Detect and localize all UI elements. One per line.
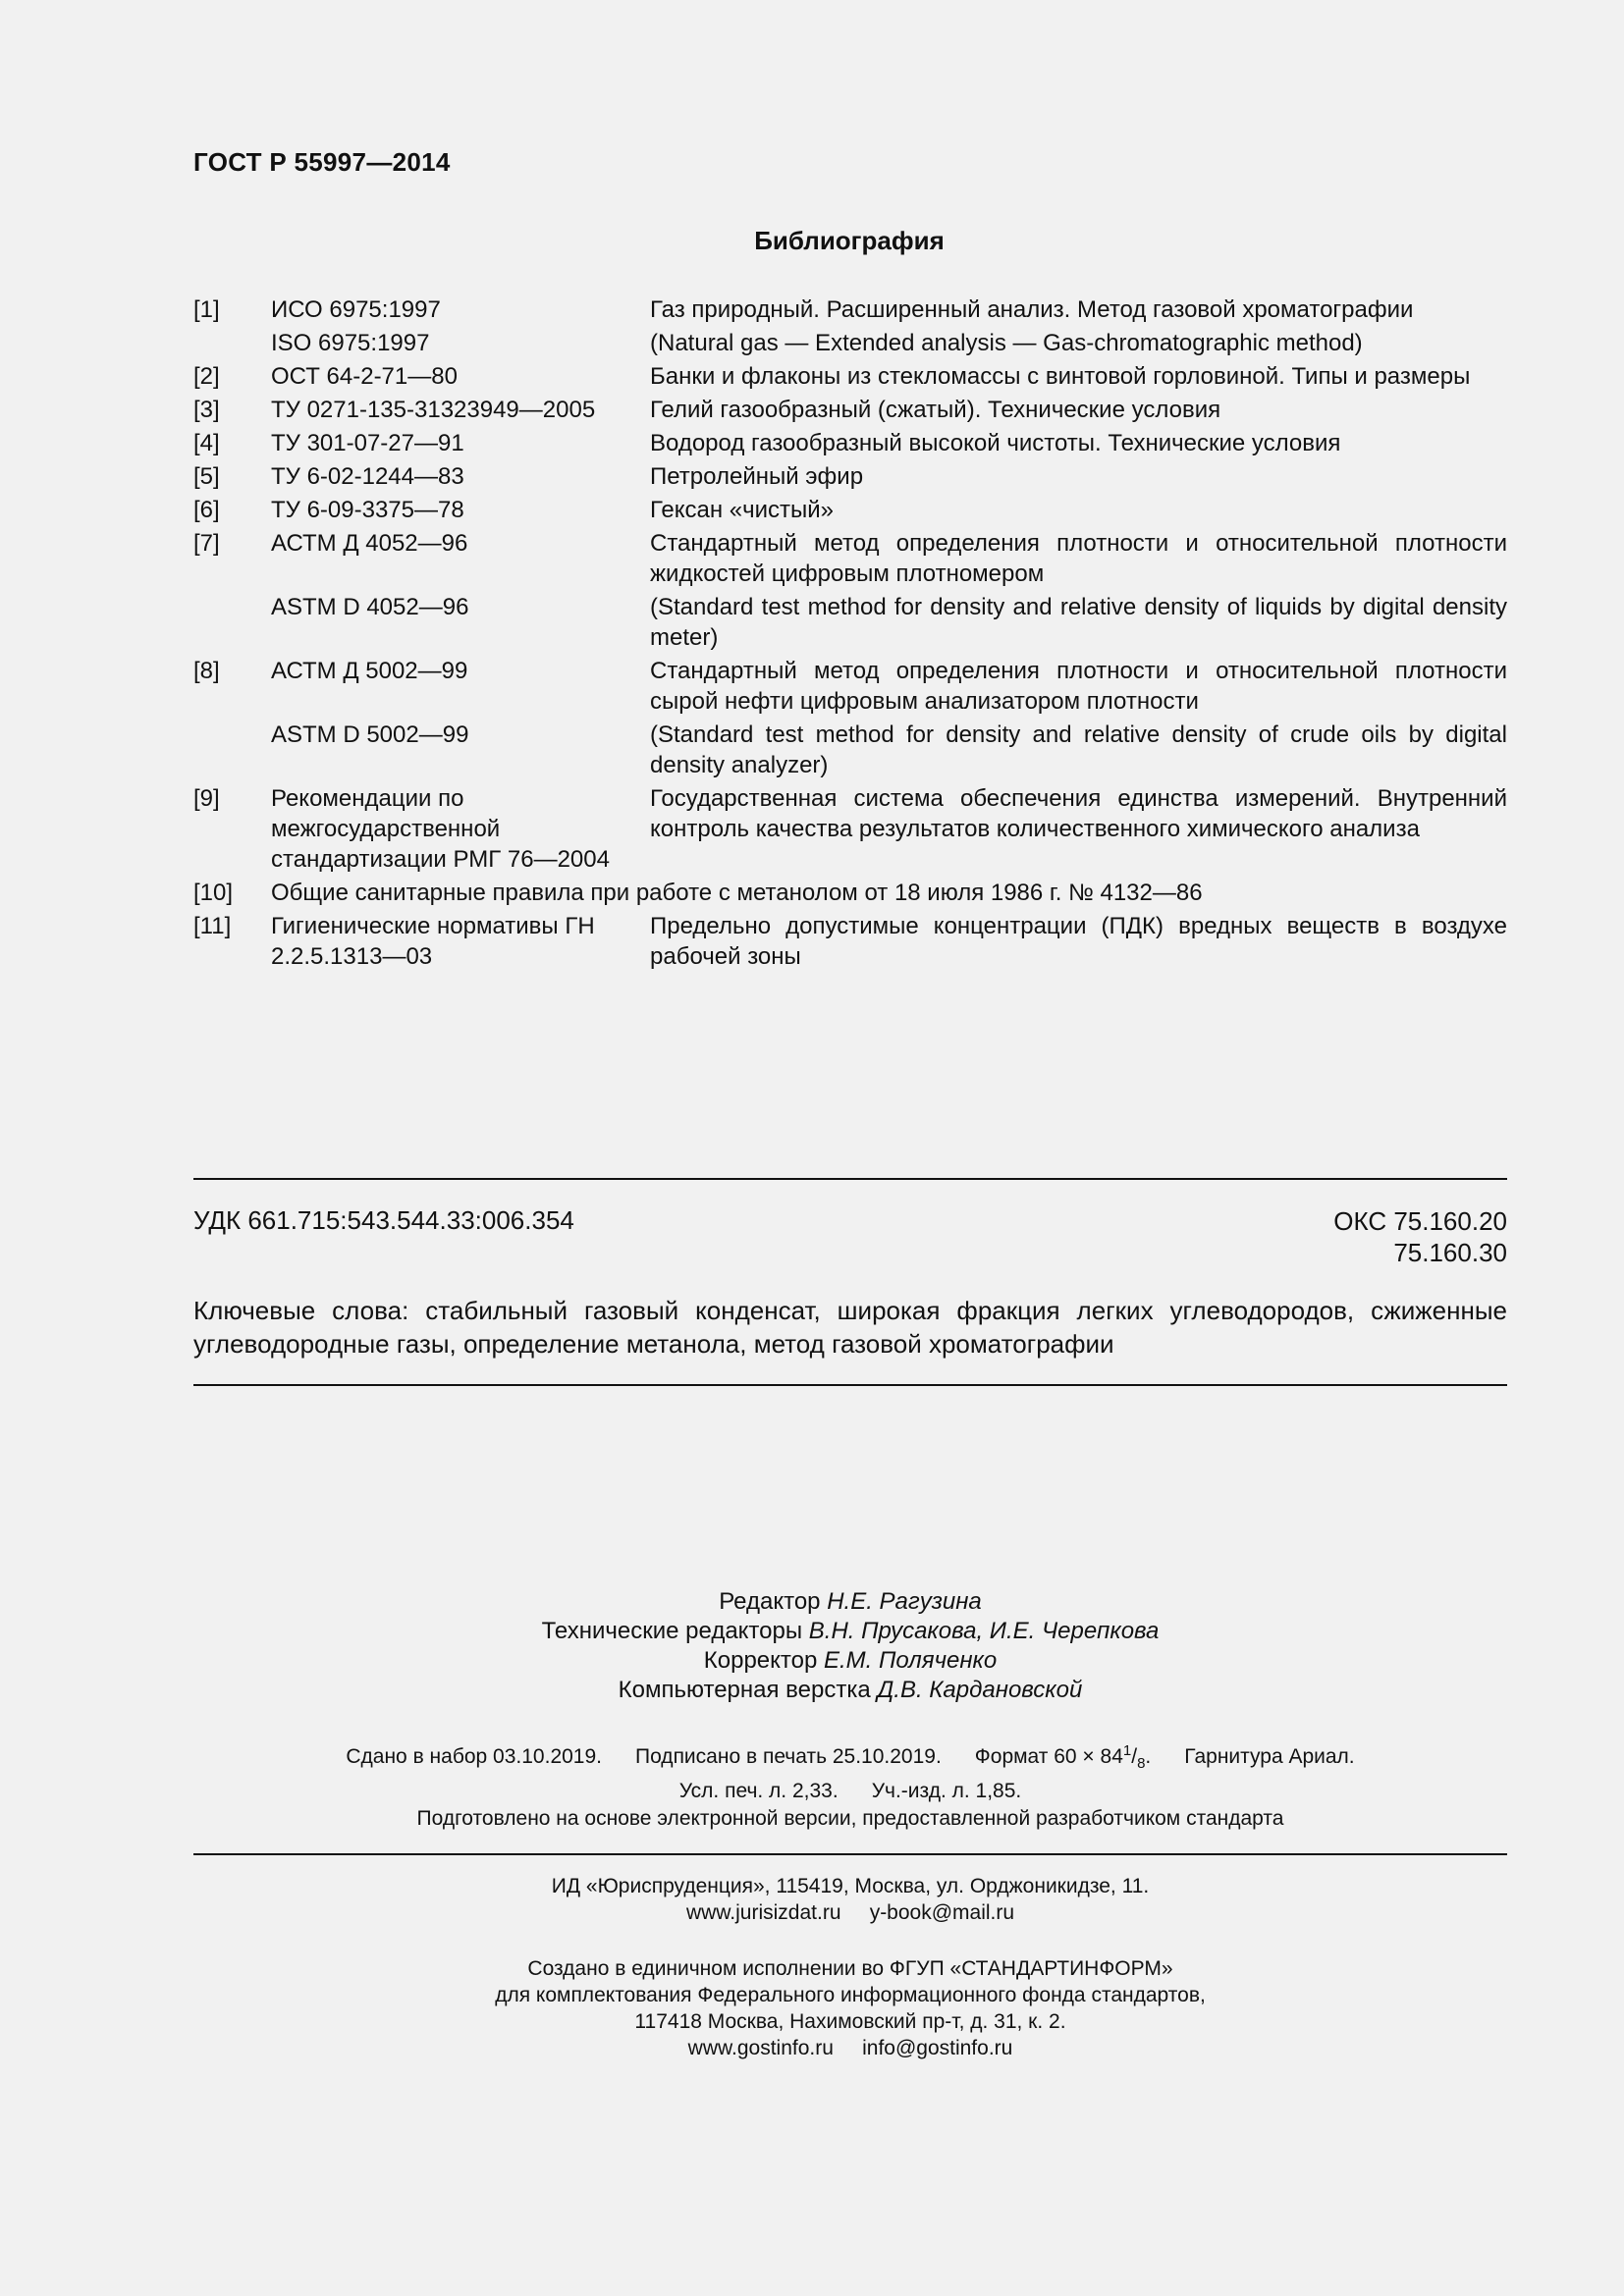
bibliography-entry: [193, 495, 1507, 525]
divider-keywords: [193, 1384, 1507, 1386]
imprint-line-2: Усл. печ. л. 2,33. Уч.-изд. л. 1,85.: [678, 1780, 1022, 1803]
bibliography-entry: [193, 294, 1507, 325]
bibliography-entry: [193, 656, 1507, 717]
entry-number: [9]: [193, 785, 220, 812]
entry-title: Стандартный метод определения плотности и относительной плотности сырой нефти цифровым анализатором плотности: [650, 658, 1507, 715]
entry-source: ТУ 0271-135-31323949—2005: [271, 397, 596, 423]
entry-source-en: ISO 6975:1997: [271, 330, 430, 356]
entry-number: [2]: [193, 363, 220, 390]
bibliography-entry: [193, 528, 1507, 589]
entry-title: Газ природный. Расширенный анализ. Метод газовой хроматографии: [650, 296, 1414, 323]
bibliography-title: Библиография: [754, 226, 945, 255]
keywords: Ключевые слова: стабильный газовый конденсат, широкая фракция легких углеводородов, сжиженные углеводородные газы, определение метанола, метод газовой хроматографии: [193, 1296, 1507, 1359]
entry-number: [3]: [193, 397, 220, 423]
publisher-address: ИД «Юриспруденция», 115419, Москва, ул. Орджоникидзе, 11.: [551, 1875, 1150, 1897]
document-code: ГОСТ Р 55997—2014: [193, 147, 451, 177]
created-line: 117418 Москва, Нахимовский пр-т, д. 31, к. 2.: [634, 2010, 1066, 2033]
bibliography-entry: [193, 783, 1507, 875]
entry-source: ТУ 6-09-3375—78: [271, 497, 464, 523]
entry-source: Гигиенические нормативы ГН 2.2.5.1313—03: [271, 913, 595, 970]
oks-code: ОКС 75.160.20: [1333, 1206, 1507, 1236]
entry-title: Петролейный эфир: [650, 463, 864, 490]
entry-number: [5]: [193, 463, 220, 490]
bibliography-entry-en: [193, 720, 1507, 780]
oks-code: 75.160.30: [1393, 1238, 1507, 1267]
entry-source-en: ASTM D 4052—96: [271, 594, 469, 620]
entry-title: Государственная система обеспечения единства измерений. Внутренний контроль качества результатов количественного химического анализа: [650, 785, 1507, 842]
publisher-block: [193, 1873, 1507, 1926]
publisher-email[interactable]: y-book@mail.ru: [869, 1901, 1015, 1924]
entry-number: [11]: [193, 913, 232, 939]
editor-line: Редактор Н.Е. Рагузина: [719, 1588, 982, 1615]
created-block: [193, 1955, 1507, 2061]
entry-title: Водород газообразный высокой чистоты. Технические условия: [650, 430, 1341, 456]
imprint-note: Подготовлено на основе электронной версии, предоставленной разработчиком стандарта: [416, 1807, 1284, 1830]
entry-source: АСТМ Д 4052—96: [271, 530, 468, 557]
entry-source: ОСТ 64-2-71—80: [271, 363, 458, 390]
bibliography-entry: [193, 395, 1507, 425]
entry-number: [6]: [193, 497, 220, 523]
divider-top: [193, 1178, 1507, 1180]
entry-title-en: (Standard test method for density and relative density of crude oils by digital density analyzer): [650, 721, 1507, 778]
entry-title: Гексан «чистый»: [650, 497, 835, 523]
corrector-line: Корректор Е.М. Поляченко: [703, 1647, 998, 1674]
entry-source: Рекомендации по межгосударственной стандартизации РМГ 76—2004: [271, 785, 610, 873]
created-contacts: [193, 2035, 1507, 2061]
udk-code: УДК 661.715:543.544.33:006.354: [193, 1205, 574, 1235]
created-line: Создано в единичном исполнении во ФГУП «СТАНДАРТИНФОРМ»: [527, 1957, 1173, 1980]
divider-bottom: [193, 1853, 1507, 1855]
bibliography-entry: [193, 911, 1507, 972]
entry-full-text: Общие санитарные правила при работе с метанолом от 18 июля 1986 г. № 4132—86: [271, 880, 1203, 906]
entry-title-en: (Natural gas — Extended analysis — Gas-chromatographic method): [650, 330, 1363, 356]
entry-title: Банки и флаконы из стекломассы с винтовой горловиной. Типы и размеры: [650, 363, 1471, 390]
entry-source: АСТМ Д 5002—99: [271, 658, 468, 684]
bibliography-entry-en: [193, 328, 1507, 358]
created-line: для комплектования Федерального информационного фонда стандартов,: [495, 1984, 1206, 2006]
bibliography-list: [193, 294, 1507, 975]
publisher-website[interactable]: www.jurisizdat.ru: [685, 1901, 841, 1924]
entry-number: [10]: [193, 880, 234, 906]
entry-source: ТУ 301-07-27—91: [271, 430, 464, 456]
bibliography-entry: [193, 428, 1507, 458]
bibliography-entry: [193, 461, 1507, 492]
tech-editors-line: Технические редакторы В.Н. Прусакова, И.Е. Черепкова: [541, 1618, 1160, 1644]
entry-number: [1]: [193, 296, 220, 323]
entry-source-en: ASTM D 5002—99: [271, 721, 469, 748]
bibliography-entry-en: [193, 592, 1507, 653]
entry-number: [8]: [193, 658, 220, 684]
entry-source: ИСО 6975:1997: [271, 296, 441, 323]
credits-block: [193, 1587, 1507, 1705]
gostinfo-website[interactable]: www.gostinfo.ru: [687, 2037, 834, 2059]
entry-number: [7]: [193, 530, 220, 557]
imprint-line-1: Сдано в набор 03.10.2019. Подписано в печать 25.10.2019. Формат $60 \times 84^1/_8$. Гарнитура Ариал.: [346, 1742, 1355, 1773]
imprint-block: [193, 1737, 1507, 1805]
entry-title: Предельно допустимые концентрации (ПДК) вредных веществ в воздухе рабочей зоны: [650, 913, 1507, 970]
oks-codes: [1333, 1205, 1507, 1268]
gostinfo-email[interactable]: info@gostinfo.ru: [862, 2037, 1013, 2059]
entry-title: Стандартный метод определения плотности и относительной плотности жидкостей цифровым плотномером: [650, 530, 1507, 587]
entry-source: ТУ 6-02-1244—83: [271, 463, 464, 490]
publisher-contacts: [193, 1899, 1507, 1926]
entry-title: Гелий газообразный (сжатый). Технические условия: [650, 397, 1221, 423]
bibliography-entry: [193, 878, 1507, 908]
bibliography-entry: [193, 361, 1507, 392]
layout-line: Компьютерная верстка Д.В. Кардановской: [618, 1677, 1083, 1703]
entry-number: [4]: [193, 430, 220, 456]
entry-title-en: (Standard test method for density and relative density of liquids by digital density meter): [650, 594, 1507, 651]
